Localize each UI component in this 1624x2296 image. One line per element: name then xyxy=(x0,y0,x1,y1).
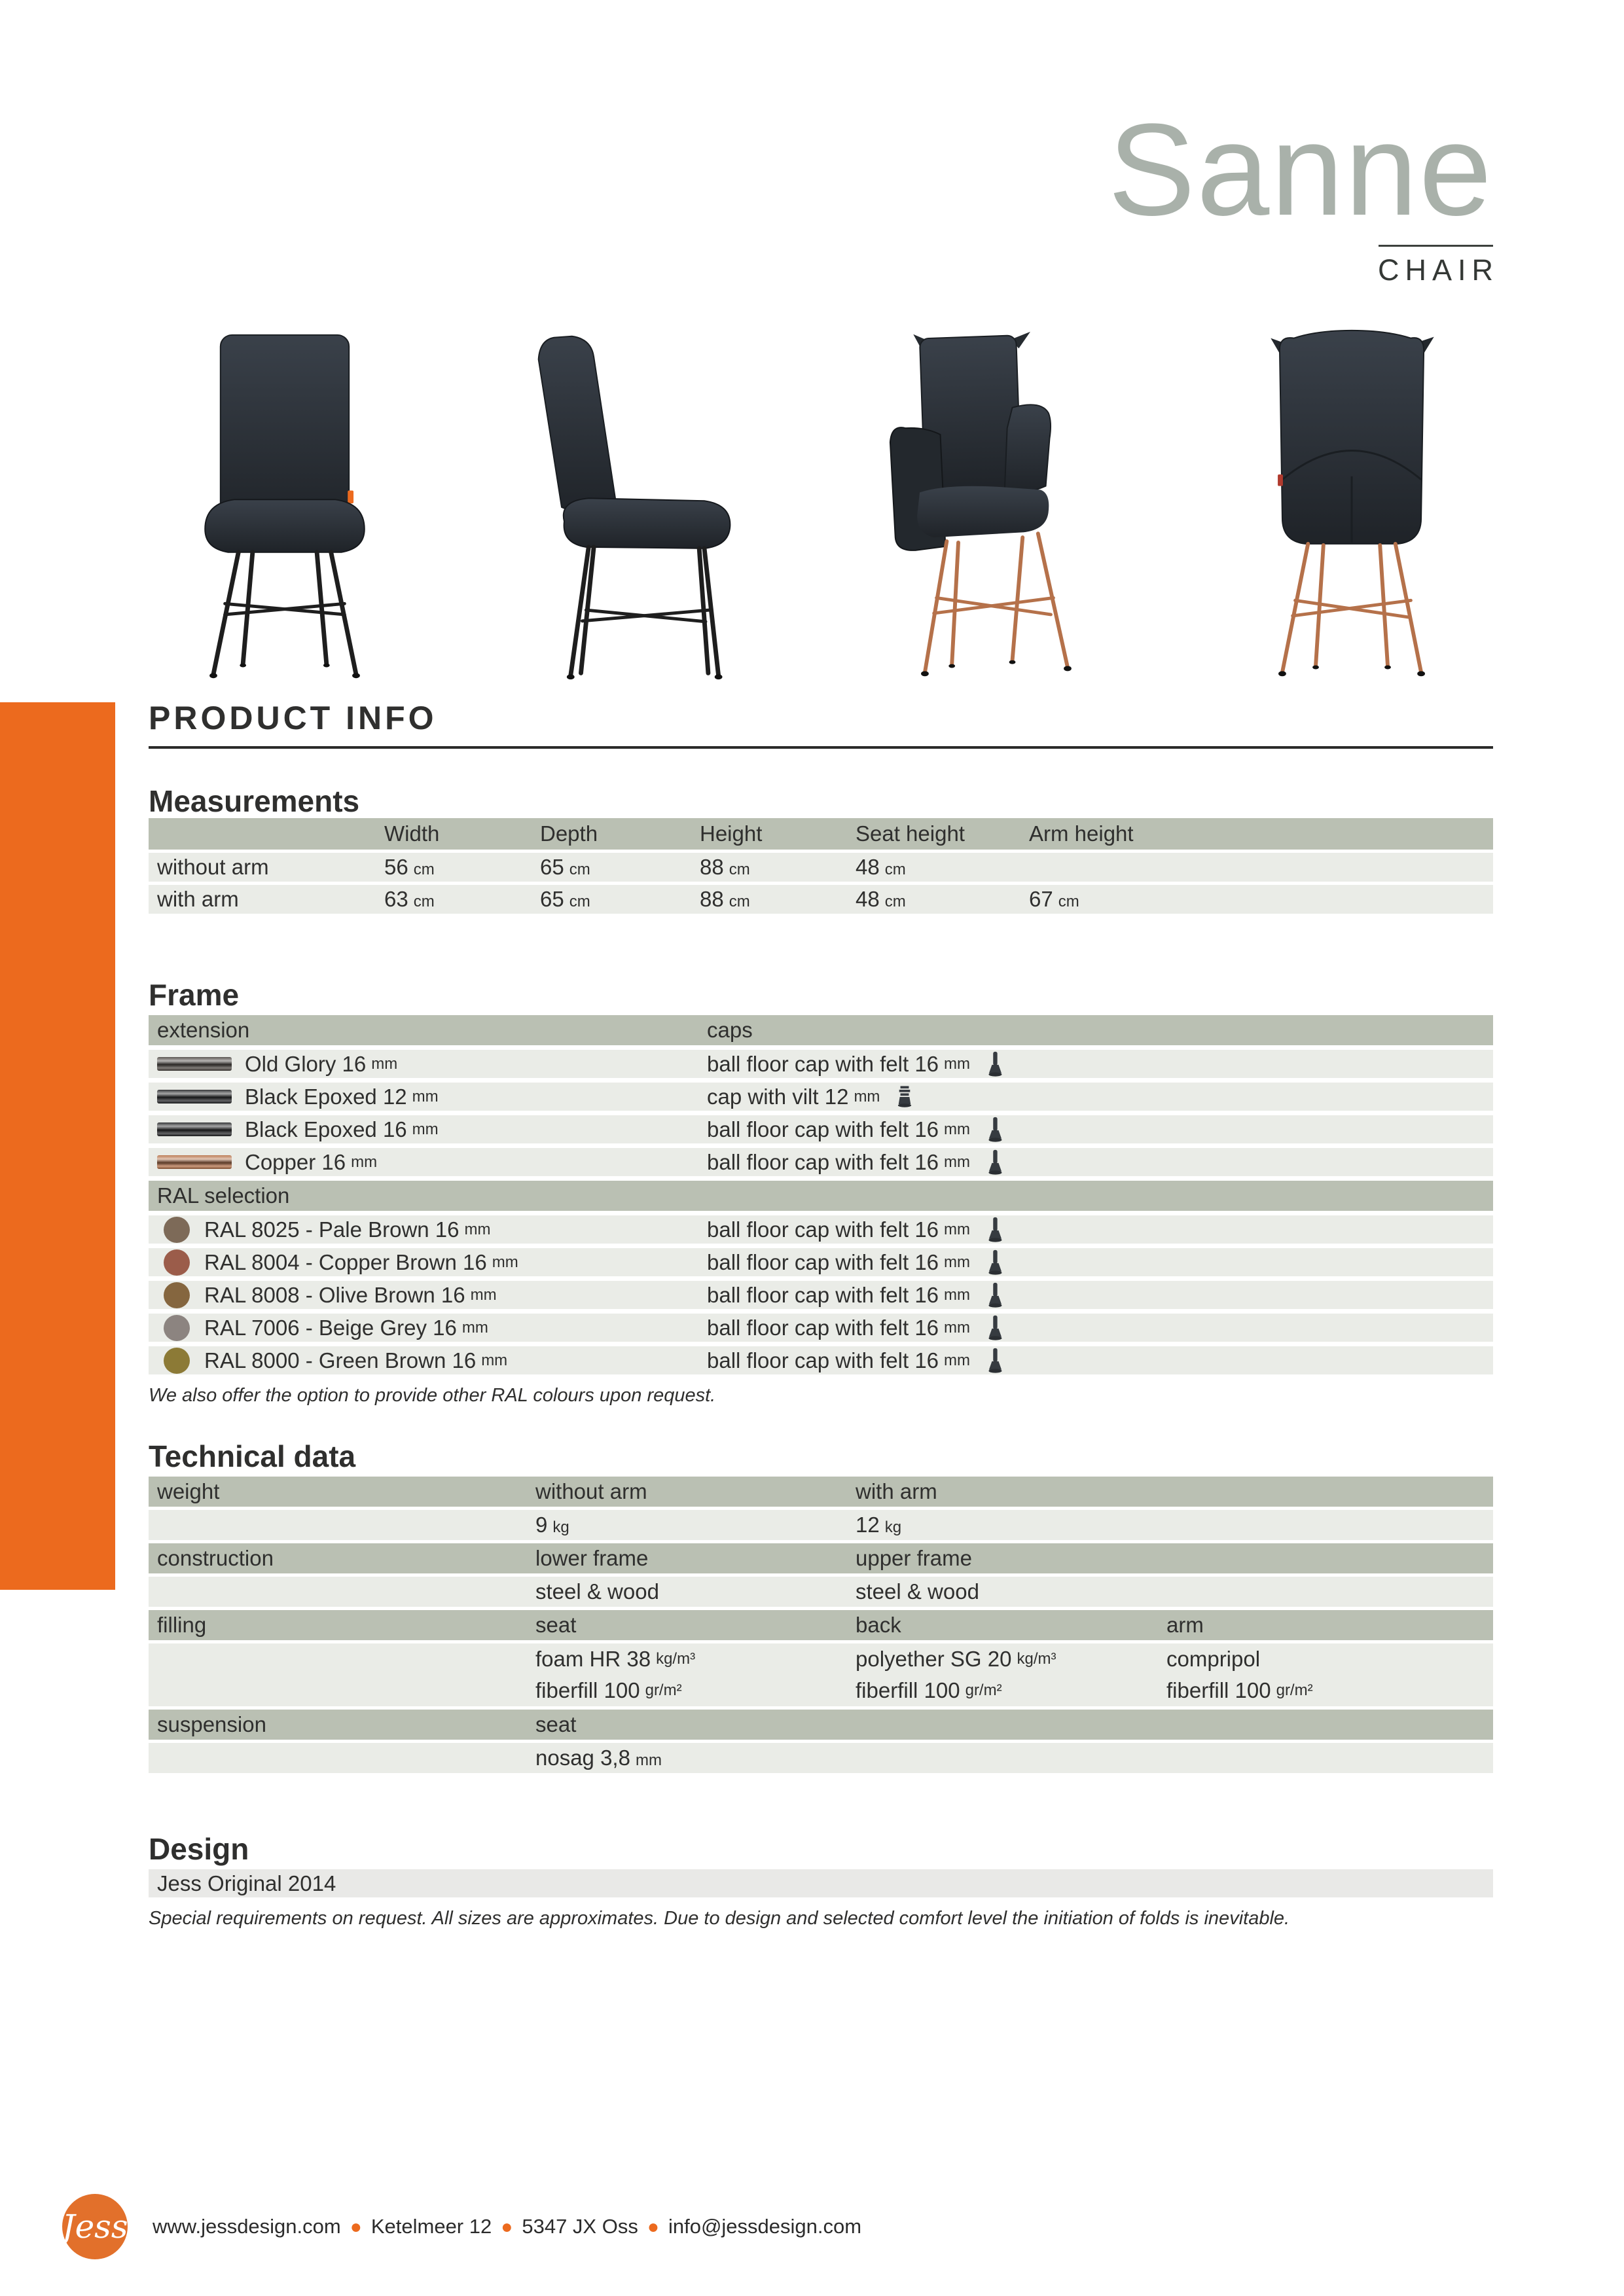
orange-label-tag xyxy=(348,490,353,503)
brand-divider xyxy=(1379,245,1493,247)
ball-floor-cap-icon xyxy=(987,1216,1003,1244)
ball-floor-cap-icon xyxy=(987,1116,1003,1143)
black-legs xyxy=(213,552,356,675)
col-height: Height xyxy=(700,821,763,846)
table-row: RAL 7006 - Beige Grey 16 mm ball floor cap with felt 16 mm xyxy=(149,1314,1493,1342)
ral-color-swatch xyxy=(164,1315,190,1341)
col-seat-height: Seat height xyxy=(856,821,965,846)
footer-contact-line xyxy=(153,2215,861,2238)
frame-swatch-old-glory xyxy=(157,1057,232,1071)
bullet-separator-icon: ● xyxy=(501,2216,513,2238)
ral-color-swatch xyxy=(164,1348,190,1374)
design-heading: Design xyxy=(149,1832,249,1866)
frame-swatch-copper xyxy=(157,1155,232,1169)
product-type: CHAIR xyxy=(1377,253,1499,287)
frame-swatch-black-epoxed xyxy=(157,1122,232,1136)
row-label: with arm xyxy=(157,887,239,911)
footer-website: www.jessdesign.com xyxy=(153,2215,341,2238)
ball-floor-cap-icon xyxy=(987,1050,1003,1078)
ball-floor-cap-icon xyxy=(987,1249,1003,1276)
table-row: RAL 8008 - Olive Brown 16 mm ball floor cap with felt 16 mm xyxy=(149,1281,1493,1309)
footer-city: 5347 JX Oss xyxy=(522,2215,638,2238)
copper-legs xyxy=(925,533,1068,672)
col-arm-height: Arm height xyxy=(1029,821,1134,846)
suspension-header-row: suspension seat xyxy=(149,1710,1493,1740)
filling-value-row: foam HR 38 kg/m³ fiberfill 100 gr/m² polyether SG 20 kg/m³ fiberfill 100 gr/m² compripol fiberfill 100 gr/m² xyxy=(149,1643,1493,1706)
filling-header-row: filling seat back arm xyxy=(149,1610,1493,1640)
frame-swatch-black-epoxed xyxy=(157,1090,232,1103)
chair-image-back-view xyxy=(1212,325,1493,685)
ball-floor-cap-icon xyxy=(987,1347,1003,1374)
chair-image-row xyxy=(149,315,1493,685)
ral-color-swatch xyxy=(164,1282,190,1308)
technical-data-section xyxy=(149,1439,1493,1773)
design-value-row: Jess Original 2014 xyxy=(149,1869,1493,1897)
construction-value-row: steel & wood steel & wood xyxy=(149,1577,1493,1607)
frame-heading: Frame xyxy=(149,978,240,1012)
table-row: Copper 16 mm ball floor cap with felt 16 mm xyxy=(149,1148,1493,1176)
frame-section xyxy=(149,978,1493,1407)
ral-note: We also offer the option to provide other RAL colours upon request. xyxy=(149,1385,716,1406)
ball-floor-cap-icon xyxy=(987,1314,1003,1342)
table-row: RAL 8004 - Copper Brown 16 mm ball floor cap with felt 16 mm xyxy=(149,1248,1493,1276)
black-legs xyxy=(571,547,719,675)
col-extension: extension xyxy=(157,1018,250,1042)
frame-header-row xyxy=(149,1015,1493,1045)
content-column xyxy=(149,699,1493,1929)
vilt-cap-icon xyxy=(897,1085,912,1109)
jess-logo: Jess xyxy=(62,2194,128,2259)
ral-selection-header-row xyxy=(149,1181,1493,1211)
ball-floor-cap-icon xyxy=(987,1149,1003,1176)
ral-color-swatch xyxy=(164,1217,190,1243)
copper-legs xyxy=(1282,544,1421,672)
chair-image-side-view xyxy=(490,329,778,685)
weight-value-row: 9 kg 12 kg xyxy=(149,1510,1493,1540)
weight-header-row: weight without arm with arm xyxy=(149,1477,1493,1507)
table-row: Black Epoxed 12 mm cap with vilt 12 mm xyxy=(149,1083,1493,1111)
technical-heading: Technical data xyxy=(149,1439,356,1473)
brand-header xyxy=(1108,97,1499,287)
page-title: PRODUCT INFO xyxy=(149,699,1493,749)
measurements-header-row xyxy=(149,818,1493,850)
technical-table xyxy=(149,1477,1493,1773)
ral-selection-label: RAL selection xyxy=(157,1183,290,1208)
product-name: Sanne xyxy=(1108,97,1493,243)
footer-email: info@jessdesign.com xyxy=(668,2215,862,2238)
table-row: without arm 56 cm 65 cm 88 cm 48 cm xyxy=(149,853,1493,882)
footer xyxy=(62,2194,861,2259)
accent-sidebar xyxy=(0,702,115,1590)
table-row: Old Glory 16 mm ball floor cap with felt 16 mm xyxy=(149,1050,1493,1078)
red-label-tag xyxy=(1278,475,1283,486)
table-row: Black Epoxed 16 mm ball floor cap with felt 16 mm xyxy=(149,1115,1493,1143)
measurements-heading: Measurements xyxy=(149,784,360,818)
footer-street: Ketelmeer 12 xyxy=(370,2215,492,2238)
table-row: RAL 8025 - Pale Brown 16 mm ball floor cap with felt 16 mm xyxy=(149,1215,1493,1244)
col-depth: Depth xyxy=(540,821,598,846)
col-width: Width xyxy=(384,821,440,846)
table-row: RAL 8000 - Green Brown 16 mm ball floor cap with felt 16 mm xyxy=(149,1346,1493,1374)
measurements-table xyxy=(149,818,1493,914)
chair-image-armchair-view xyxy=(848,325,1142,685)
ral-color-swatch xyxy=(164,1249,190,1276)
table-row: with arm 63 cm 65 cm 88 cm 48 cm 67 cm xyxy=(149,885,1493,914)
ball-floor-cap-icon xyxy=(987,1282,1003,1309)
chair-image-front-view xyxy=(149,329,420,685)
measurements-section xyxy=(149,784,1493,914)
design-section xyxy=(149,1832,1493,1929)
suspension-value-row: nosag 3,8 mm xyxy=(149,1743,1493,1773)
col-caps: caps xyxy=(707,1018,753,1042)
bullet-separator-icon: ● xyxy=(647,2216,659,2238)
design-note: Special requirements on request. All sizes are approximates. Due to design and selected comfort level the initiation of folds is inevitable. xyxy=(149,1908,1290,1929)
bullet-separator-icon: ● xyxy=(350,2216,362,2238)
frame-table xyxy=(149,1015,1493,1374)
construction-header-row: construction lower frame upper frame xyxy=(149,1543,1493,1573)
row-label: without arm xyxy=(157,855,269,879)
